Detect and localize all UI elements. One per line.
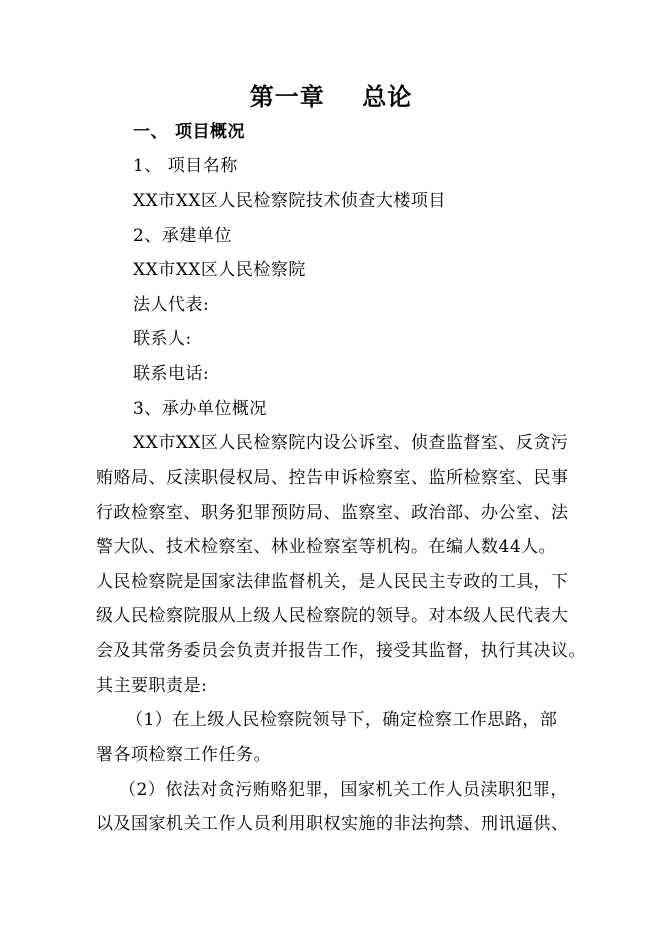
section-heading — [133, 121, 245, 143]
duty-item-line: （2）依法对贪污贿赂犯罪，国家机关工作人员渎职犯罪， — [119, 780, 568, 800]
paragraph-line: 行政检察室、职务犯罪预防局、监察室、政治部、办公室、法 — [96, 503, 569, 523]
section-number: 一、 — [133, 122, 168, 142]
section-title: 项目概况 — [175, 122, 245, 142]
paragraph-line: 人民检察院是国家法律监督机关，是人民民主专政的工具，下 — [96, 572, 569, 592]
item1-heading: 1、 项目名称 — [133, 156, 238, 176]
duty-item-line: 署各项检察工作任务。 — [96, 745, 271, 765]
paragraph-line: XX市XX区人民检察院内设公诉室、侦查监督室、反贪污 — [133, 433, 569, 453]
item2-heading: 2、承建单位 — [133, 226, 232, 246]
paragraph-line: 贿赂局、反渎职侵权局、控告申诉检察室、监所检察室、民事 — [96, 468, 569, 488]
legal-representative: 法人代表: — [133, 295, 210, 315]
paragraph-line: 其主要职责是: — [96, 676, 208, 696]
project-name: XX市XX区人民检察院技术侦查大楼项目 — [133, 191, 446, 211]
contact-person: 联系人: — [133, 329, 192, 349]
builder-name: XX市XX区人民检察院 — [133, 260, 306, 280]
item3-heading: 3、承办单位概况 — [133, 399, 267, 419]
contact-phone: 联系电话: — [133, 364, 210, 384]
paragraph-line: 级人民检察院服从上级人民检察院的领导。对本级人民代表大 — [96, 606, 569, 626]
paragraph-line: 警大队、技术检察室、林业检察室等机构。在编人数44人。 — [96, 537, 557, 557]
chapter-title: 第一章 总论 — [249, 82, 413, 111]
duty-item-line: 以及国家机关工作人员利用职权实施的非法拘禁、刑讯逼供、 — [96, 814, 569, 834]
paragraph-line: 会及其常务委员会负责并报告工作，接受其监督，执行其决议。 — [96, 641, 586, 661]
duty-item-line: （1）在上级人民检察院领导下，确定检察工作思路，部 — [126, 710, 558, 730]
